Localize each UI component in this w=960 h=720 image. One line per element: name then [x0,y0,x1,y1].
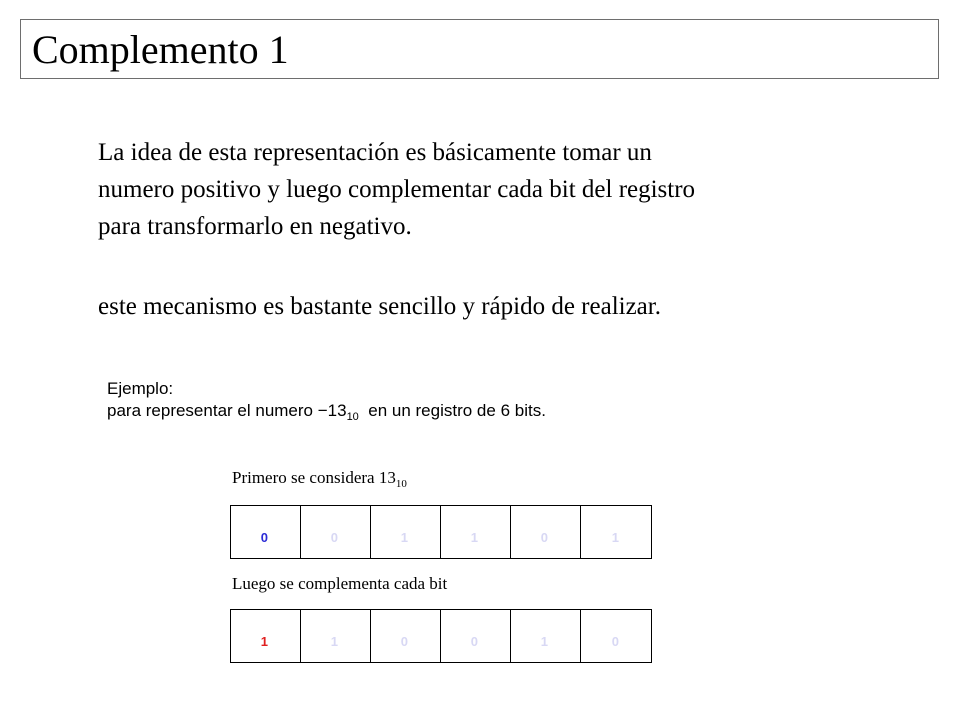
register-original [230,505,652,559]
slide-title: Complemento 1 [32,27,289,72]
register-complement [230,609,652,663]
register-original-bit: 1 [441,506,511,558]
example-line [107,400,546,428]
example-block [107,378,546,428]
register-original-bit: 1 [371,506,441,558]
example-line-suffix: en un registro de 6 bits. [358,401,546,420]
example-line-subscript: 10 [346,411,359,423]
step1-label [232,467,407,495]
intro-line-2: numero positivo y luego complementar cada bit del registro [98,176,696,203]
step2-label: Luego se complementa cada bit [232,574,448,593]
mechanism-paragraph: este mecanismo es bastante sencillo y rápido de realizar. [98,293,661,320]
register-complement-bit: 0 [371,610,441,662]
register-original-bit: 0 [301,506,371,558]
intro-line-1: La idea de esta representación es básicamente tomar un [98,139,652,166]
register-complement-bit: 0 [441,610,511,662]
register-original-bit: 1 [611,529,619,545]
register-original-bit: 0 [511,506,581,558]
example-line-prefix: para representar el numero −13 [107,401,347,420]
register-complement-bit: 1 [231,610,301,662]
title-box [20,19,939,79]
register-complement-bit: 1 [301,610,371,662]
intro-line-3: para transformarlo en negativo. [98,213,412,240]
intro-paragraph [98,134,695,245]
register-complement-bit: 1 [511,610,581,662]
register-original-bit: 0 [231,506,301,558]
register-complement-bit: 0 [611,633,619,649]
example-heading: Ejemplo: [107,379,174,398]
step1-label-text: Primero se considera 13 [232,468,396,487]
step1-label-subscript: 10 [395,478,407,490]
